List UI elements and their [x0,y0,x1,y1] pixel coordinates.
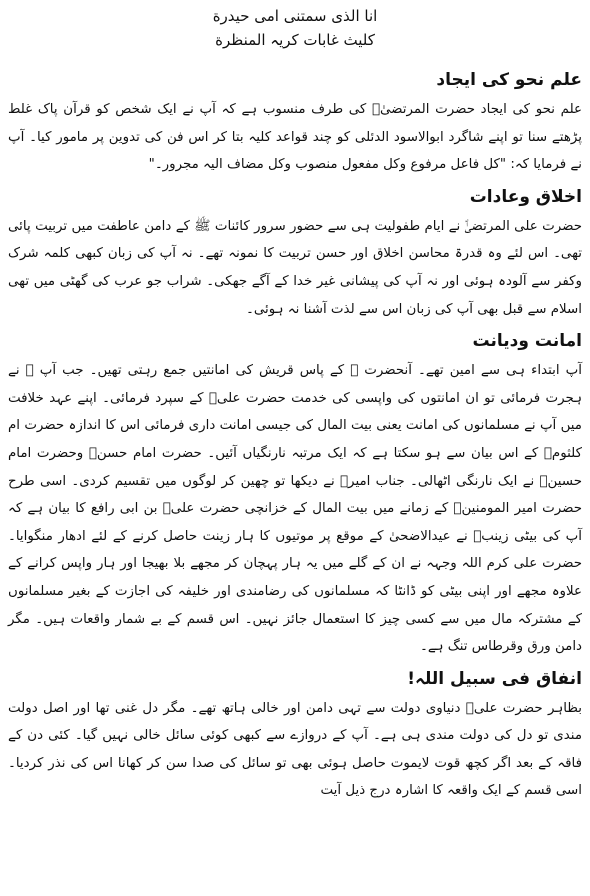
section-heading-character: اخلاق وعادات [469,186,582,207]
section-paragraph-character: حضرت علی المرتضیٰؑ نے ایام طفولیت ہی سے حضور سرور کائنات ﷺ کے دامن عاطفت میں تربیت پائی تھی۔ اس لئے وہ قدرۃ محاسن اخلاق اور حسن تربیت کا نمونہ تھے۔ نہ آپ کی زبان کبھی کلمہ شرک وکفر سے آلودہ ہوئی اور نہ آپ کی پیشانی غیر خدا کے آگے جھکی۔ شراب جو عرب کی گھٹی میں تھی اسلام سے قبل بھی آپ کی زبان اس سے لذت آشنا نہ ہوئی۔ [8,218,582,317]
section-heading-charity: انفاق فی سبیل اللہ! [407,668,582,689]
section-paragraph-honesty: آپ ابتداء ہی سے امین تھے۔ آنحضرت ﷺ کے پاس قریش کی امانتیں جمع رہتی تھیں۔ جب آپ ﷺ نے ہجرت فرمائی تو ان امانتوں کی واپسی کی خدمت حضرت علیؑ کے سپرد فرمائی۔ اپنے عہد خلافت میں آپ نے مسلمانوں کی امانت یعنی بیت المال کی جیسی امانت داری فرمائی اس کا اندازہ حضرت ام کلثومؓ کے اس بیان سے ہو سکتا ہے کہ ایک مرتبہ نارنگیاں آئیں۔ حضرت امام حسنؑ وحضرت امام حسینؑ نے ایک نارنگی اٹھالی۔ جناب امیرؑ نے دیکھا تو چھین کر لوگوں میں تقسیم کردی۔ اسی طرح حضرت امیر المومنینؑ کے زمانے میں بیت المال کے خزانچی حضرت علیؓ بن ابی رافع کا بیان ہے کہ آپ کی بیٹی زینبؑ نے عیدالاضحیٰ کے موقع پر موتیوں کا ہار زینت حاصل کرنے کے لئے ادھار منگوایا۔ حضرت علی کرم اللہ وجہہ نے ان کے گلے میں یہ ہار پہچان کر مجھے بلا بھیجا اور ہار واپس کرانے کے علاوہ مجھے اور اپنی بیٹی کو ڈانٹا کہ مسلمانوں کی رضامندی اور خلیفہ کی اجازت کے بغیر مسلمانوں کے مشترکہ مال میں سے کسی چیز کا استعمال جائز نہیں۔ اس قسم کے بے شمار واقعات ہیں۔ مگر دامن ورق وقرطاس تنگ ہے۔ [8,363,582,655]
arabic-couplet [8,4,582,52]
couplet-line-2: کلیث غابات کریہ المنظرة [215,31,375,49]
section-paragraph-grammar: علم نحو کی ایجاد حضرت المرتضیٰؑ کی طرف منسوب ہے کہ آپ نے ایک شخص کو قرآن پاک غلط پڑھتے سنا تو اپنے شاگرد ابوالاسود الدئلی کو چند قواعد کلیہ بتا کر اس فن کی تدوین پر مامور کیا۔ آپ نے فرمایا کہ: "کل فاعل مرفوع وکل مفعول منصوب وکل مضاف الیہ مجرور۔" [8,102,582,173]
section-heading-honesty: امانت ودیانت [472,331,582,352]
section-heading-grammar: علم نحو کی ایجاد [436,70,582,90]
couplet-line-1: انا الذی سمتنی امی حیدرة [212,7,378,25]
section-paragraph-charity: بظاہر حضرت علیؑ دنیاوی دولت سے تہی دامن اور خالی ہاتھ تھے۔ مگر دل غنی تھا اور اصل دولت مندی تو دل کی دولت مندی ہی ہے۔ آپ کے دروازے سے کبھی کوئی سائل خالی نہیں گیا۔ کئی دن کے فاقہ کے بعد اگر کچھ قوت لایموت حاصل ہوئی بھی تو سائل کی صدا سن کر کھانا اس کی نذر کردیا۔ اسی قسم کے ایک واقعہ کا اشارہ درج ذیل آیت [8,700,582,799]
